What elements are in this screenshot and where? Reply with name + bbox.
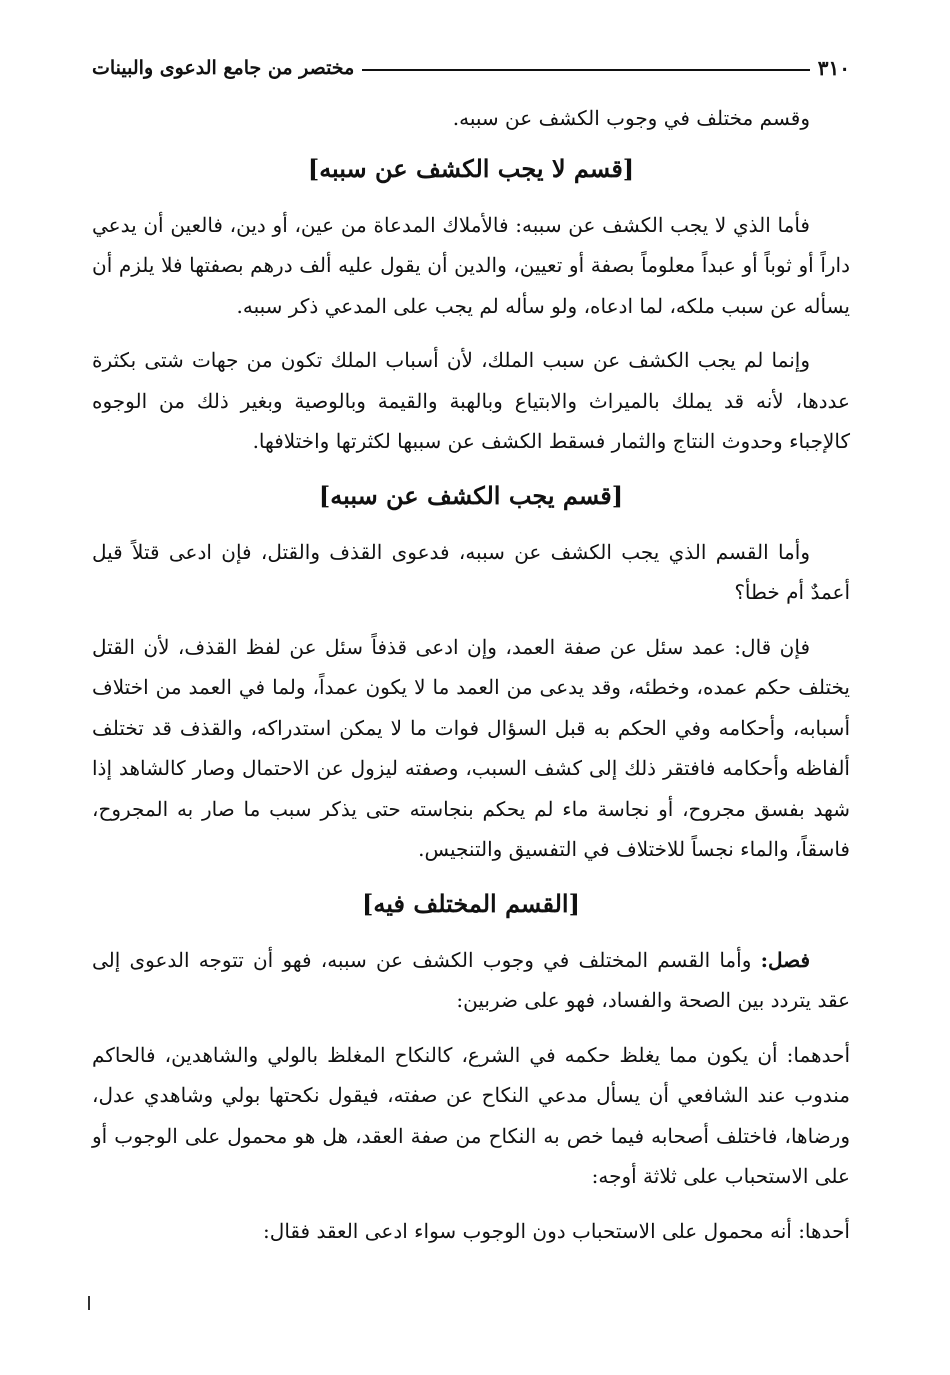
paragraph: فأما الذي لا يجب الكشف عن سببه: فالأملاك المدعاة من عين، أو دين، فالعين أن يدعي داراً أو ثوباً أو عبداً معلوماً بصفة أو تعيين، والدين أن يقول عليه ألف درهم بصفتها فلا يلزم أن يسأله عن سبب ملكه، لما ادعاه، ولو سأله لم يجب على المدعي ذكر سببه. bbox=[92, 212, 850, 318]
paragraph-text: وأما القسم المختلف في وجوب الكشف عن سببه، فهو أن تتوجه الدعوى إلى عقد يتردد بين الصحة والفساد، فهو على ضربين: bbox=[92, 947, 850, 1012]
paragraph: أحدهما: أن يكون مما يغلظ حكمه في الشرع، كالنكاح المغلظ بالولي والشاهدين، فالحاكم مندوب عند الشافعي أن يسأل مدعي النكاح عن صفته، فيقول نكحتها بولي وشاهدي عدل، ورضاها، فاختلف أصحابه فيما خص به النكاح من صفة العقد، هل هو محمول على الوجوب أو على الاستحباب على ثلاثة أوجه: bbox=[92, 1042, 850, 1188]
section-title: قسم لا يجب الكشف عن سببه bbox=[319, 153, 623, 183]
page-number: ٣١٠ bbox=[817, 56, 850, 80]
section-title: قسم يجب الكشف عن سببه bbox=[330, 480, 612, 510]
intro-line: وقسم مختلف في وجوب الكشف عن سببه. bbox=[452, 106, 810, 130]
page-body bbox=[92, 98, 850, 1251]
section-heading-disputed bbox=[92, 884, 850, 924]
open-bracket: [ bbox=[568, 888, 580, 918]
paragraph: أحدها: أنه محمول على الاستحباب دون الوجوب سواء ادعى العقد فقال: bbox=[263, 1218, 850, 1243]
section-heading-no-disclosure bbox=[92, 149, 850, 189]
header-rule bbox=[362, 69, 810, 71]
chapter-lead: فصل: bbox=[760, 947, 811, 972]
section-title: القسم المختلف فيه bbox=[373, 888, 569, 918]
close-bracket: ] bbox=[307, 153, 320, 183]
paragraph: فإن قال: عمد سئل عن صفة العمد، وإن ادعى قذفاً سئل عن لفظ القذف، لأن القتل يختلف حكم عمده، وخطئه، وقد يدعى من العمد ما لا يكون عمداً، ولما في العمد من اختلاف أسبابه، وأحكامه وفي الحكم به قبل السؤال فوات ما لا يمكن استدراكه، والقذف قد تختلف ألفاظه وأحكامه فافتقر ذلك إلى كشف السبب، وصفته ليزول عن الاحتمال وصار كالشاهد إذا شهد بفسق مجروح، أو نجاسة ماء لم يحكم بنجاسته حتى يذكر سبب ما صار به المجروح، فاسقاً، والماء نجساً للاختلاف في التفسيق والتنجيس. bbox=[92, 634, 850, 861]
paragraph bbox=[92, 940, 850, 1021]
section-heading-disclosure-required bbox=[92, 476, 850, 516]
book-title: مختصر من جامع الدعوى والبينات bbox=[92, 57, 355, 79]
paragraph: وأما القسم الذي يجب الكشف عن سببه، فدعوى القذف والقتل، فإن ادعى قتلاً قيل أعمدٌ أم خطأ؟ bbox=[92, 539, 850, 604]
close-bracket: ] bbox=[362, 888, 374, 918]
close-bracket: ] bbox=[318, 480, 331, 510]
running-header bbox=[92, 52, 850, 84]
page-mark bbox=[88, 1296, 90, 1310]
open-bracket: [ bbox=[611, 480, 624, 510]
open-bracket: [ bbox=[622, 153, 635, 183]
paragraph: وإنما لم يجب الكشف عن سبب الملك، لأن أسباب الملك تكون من جهات شتى بكثرة عددها، لأنه قد يملك بالميراث والابتياع وبالهبة والقيمة وبالوصية وبغير ذلك من الوجوه كالإجباء وحدوث النتاج والثمار فسقط الكشف عن سببها لكثرتها واختلافها. bbox=[92, 348, 850, 453]
